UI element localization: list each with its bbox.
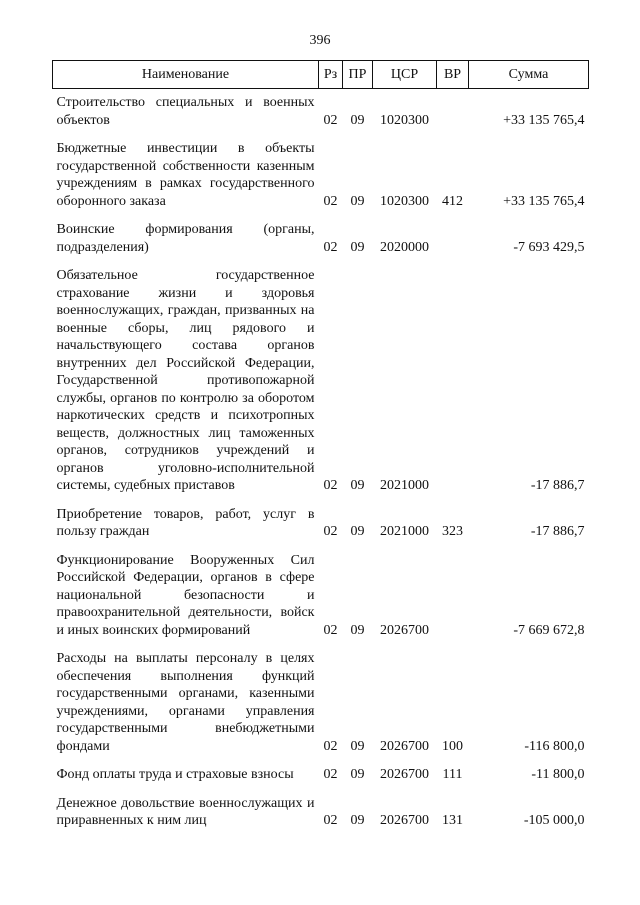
row-csr: 2026700	[380, 813, 429, 828]
row-sum: -17 886,7	[530, 524, 585, 539]
row-pr: 09	[350, 767, 365, 782]
row-vr: 131	[442, 813, 463, 828]
budget-table	[52, 60, 589, 830]
row-csr: 2026700	[380, 767, 429, 782]
row-name: Функционирование Вооруженных Сил Российской Федерации, органов в сфере национальной безопасности и правоохранительной деятельности, войск и иных воинских формирований	[56, 552, 315, 638]
row-csr: 2020000	[380, 239, 429, 255]
row-pr: 09	[350, 524, 365, 539]
row-rz: 02	[323, 478, 338, 493]
row-rz: 02	[323, 767, 338, 782]
row-vr: 100	[442, 738, 463, 754]
table-row	[53, 755, 589, 784]
row-vr	[437, 541, 469, 640]
row-vr: 111	[442, 767, 463, 782]
row-sum: -105 000,0	[523, 813, 585, 828]
row-vr	[437, 256, 469, 495]
row-csr: 1020300	[380, 193, 429, 209]
table-row	[53, 541, 589, 640]
table-header-row	[53, 61, 589, 89]
header-pr: ПР	[343, 61, 373, 89]
row-sum: -7 669 672,8	[513, 622, 585, 638]
table-row	[53, 129, 589, 210]
row-rz: 02	[323, 193, 338, 209]
row-sum: -116 800,0	[524, 738, 585, 754]
row-sum: -7 693 429,5	[513, 239, 585, 255]
row-name: Обязательное государственное страхование жизни и здоровья военнослужащих, граждан, призванных на военные сборы, лиц рядового и начальствующего состава органов внутренних дел Российской Федерации, Государственной противопожарной службы, органов по контролю за оборотом наркотических средств и психотропных веществ, должностных лиц таможенных органов, сотрудников учреждений и органов уголовно-исполнительной системы, судебных приставов	[56, 268, 315, 493]
header-name: Наименование	[53, 61, 319, 89]
row-csr: 2026700	[380, 622, 429, 638]
page-number: 396	[309, 33, 331, 48]
row-name: Денежное довольствие военнослужащих и приравненных к ним лиц	[56, 795, 315, 828]
row-pr: 09	[350, 813, 365, 828]
row-pr: 09	[350, 112, 365, 128]
table-row	[53, 256, 589, 495]
table-row	[53, 639, 589, 755]
row-rz: 02	[323, 524, 338, 539]
row-vr	[437, 89, 469, 130]
row-sum: +33 135 765,4	[503, 112, 585, 128]
row-name: Приобретение товаров, работ, услуг в пользу граждан	[56, 506, 315, 539]
table-row	[53, 210, 589, 256]
row-rz: 02	[323, 813, 338, 828]
row-csr: 2021000	[380, 524, 429, 539]
row-pr: 09	[350, 738, 365, 754]
row-pr: 09	[350, 622, 365, 638]
row-csr: 2026700	[380, 738, 429, 754]
row-vr: 412	[442, 193, 463, 209]
row-pr: 09	[350, 478, 365, 493]
table-row	[53, 89, 589, 130]
row-csr: 2021000	[380, 478, 429, 493]
row-rz: 02	[323, 738, 338, 754]
row-vr: 323	[442, 524, 463, 539]
row-name: Бюджетные инвестиции в объекты государственной собственности казенным учреждениям в рамках государственного оборонного заказа	[56, 141, 315, 209]
row-name: Воинские формирования (органы, подразделения)	[56, 222, 315, 255]
header-rz: Рз	[319, 61, 343, 89]
row-sum: -11 800,0	[531, 767, 585, 782]
row-rz: 02	[323, 112, 338, 128]
row-name: Фонд оплаты труда и страховые взносы	[56, 767, 294, 782]
row-sum: -17 886,7	[530, 478, 585, 493]
table-row	[53, 495, 589, 541]
row-vr	[437, 210, 469, 256]
header-csr: ЦСР	[373, 61, 437, 89]
row-sum: +33 135 765,4	[503, 193, 585, 209]
row-csr: 1020300	[380, 112, 429, 128]
row-name: Строительство специальных и военных объектов	[56, 95, 315, 128]
row-name: Расходы на выплаты персоналу в целях обеспечения выполнения функций государственными органами, казенными учреждениями, органами управления государственными внебюджетными фондами	[56, 651, 315, 754]
row-pr: 09	[350, 193, 365, 209]
table-row	[53, 784, 589, 830]
header-sum: Сумма	[469, 61, 589, 89]
row-rz: 02	[323, 239, 338, 255]
header-vr: ВР	[437, 61, 469, 89]
row-rz: 02	[323, 622, 338, 638]
row-pr: 09	[350, 239, 365, 255]
